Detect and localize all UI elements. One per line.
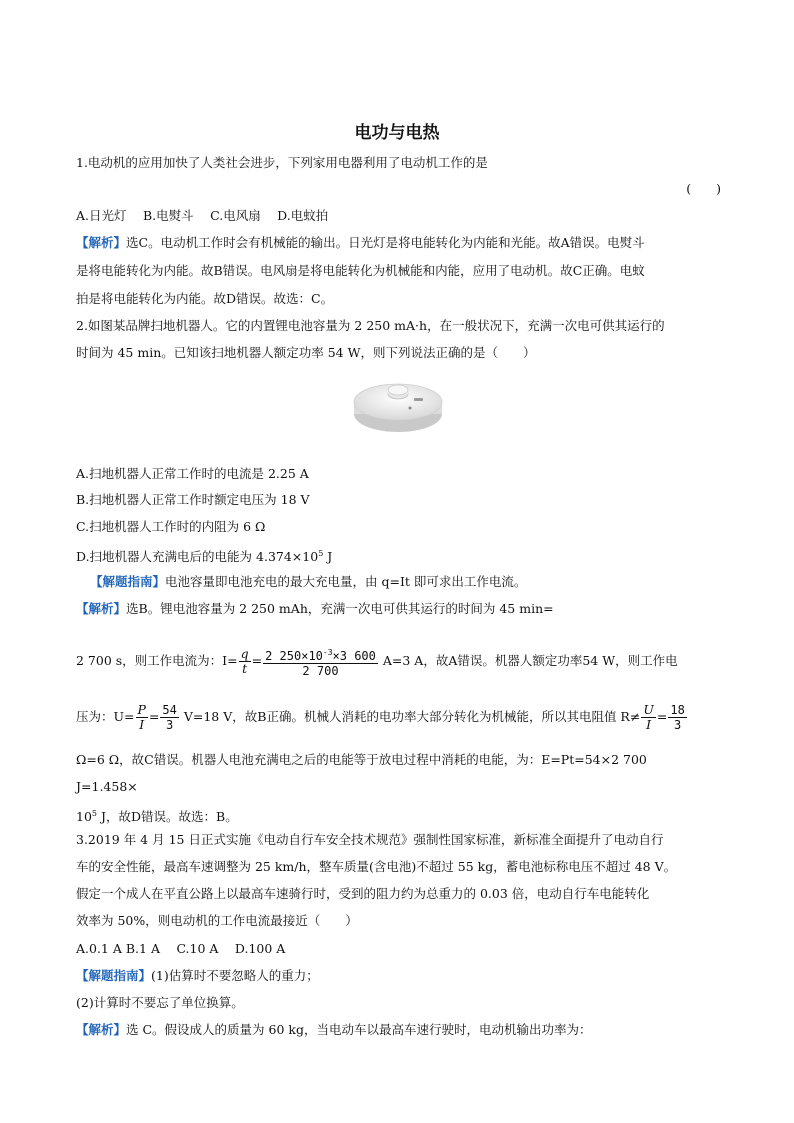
q2-analysis-line-7 [76, 806, 721, 825]
q2-line7-text: J，故D错误。故选：B。 [97, 809, 238, 825]
fraction-numerator: P [137, 702, 146, 717]
q2-guide-text: 电池容量即电池充电的最大充电量，由 q=It 即可求出工作电流。 [165, 574, 527, 589]
q2-analysis-line-1 [76, 601, 721, 617]
fraction-capacity-over-time [263, 646, 378, 678]
page-title: 电功与电热 [354, 123, 440, 143]
fraction-denominator: 3 [166, 718, 174, 732]
fraction-18-over-3 [668, 703, 686, 732]
q3-stem-line-2: 车的安全性能，最高车速调整为 25 km/h，整车质量(含电池)不超过 55 kg，蓄电池标称电压不超过 48 V。 [76, 859, 677, 874]
analysis-tag: 【解析】 [76, 1022, 127, 1037]
q1-options: A.日光灯 B.电熨斗 C.电风扇 D.电蚊拍 [76, 208, 329, 223]
fraction-numerator: U [643, 702, 654, 717]
q3-options: A.0.1 A B.1 A C.10 A D.100 A [76, 941, 286, 956]
fraction-q-over-t [239, 647, 251, 676]
q1-stem: 1.电动机的应用加快了人类社会进步，下列家用电器利用了电动机工作的是 [76, 155, 488, 170]
q3-guide-line-1 [76, 968, 721, 984]
q2-analysis-text: 选B。锂电池容量为 2 250 mAh，充满一次电可供其运行的时间为 45 min= [126, 601, 554, 616]
fraction-denominator: I [646, 717, 652, 732]
equals-sign: = [656, 709, 668, 724]
q2-voltage-middle: V=18 V，故B正确。机械人消耗的电功率大部分转化为机械能，所以其电阻值 R≠ [179, 709, 641, 724]
q2-analysis-current-line [76, 645, 721, 678]
q3-guide-line-2: (2)计算时不要忘了单位换算。 [76, 995, 244, 1010]
fraction-numerator [263, 646, 378, 664]
q2-analysis-line-5: Ω=6 Ω，故C错误。机器人电池充满电之后的电能等于放电过程中消耗的电能，为：E=Pt=54×2 700 [76, 752, 647, 767]
q2-current-suffix: A=3 A，故A错误。机器人额定功率54 W，则工作电 [378, 653, 678, 668]
q1-answer-bracket: ( ) [686, 181, 721, 196]
q2-voltage-prefix: 压为：U= [76, 709, 135, 724]
robot-vacuum-image [352, 368, 444, 438]
q3-stem-line-3: 假定一个成人在平直公路上以最高车速骑行时，受到的阻力约为总重力的 0.03 倍，电动自行车电能转化 [76, 886, 650, 901]
q2-line7-exponent: 5 [91, 809, 97, 818]
q1-analysis-line-2: 是将电能转化为内能。故B错误。电风扇是将电能转化为机械能和内能，应用了电动机。故C正确。电蚊 [76, 263, 645, 278]
q3-guide-text-1: (1)估算时不要忽略人的重力； [151, 968, 319, 983]
q2-option-c: C.扫地机器人工作时的内阻为 6 Ω [76, 519, 266, 534]
q1-analysis-line-3: 拍是将电能转化为内能。故D错误。故选：C。 [76, 291, 334, 306]
q2-stem-line-2: 时间为 45 min。已知该扫地机器人额定功率 54 W，则下列说法正确的是（ ） [76, 345, 536, 360]
guide-tag: 【解题指南】 [76, 968, 152, 983]
fraction-numerator-exponent: -3 [322, 647, 333, 657]
fraction-u-over-i [641, 703, 656, 732]
fraction-numerator-tail: ×3 600 [332, 648, 376, 663]
fraction-54-over-3 [160, 703, 178, 732]
q2-stem-line-1: 2.如图某品牌扫地机器人。它的内置锂电池容量为 2 250 mA·h，在一般状况下，充满一次电可供其运行的 [76, 318, 665, 333]
q2-guide [90, 574, 735, 590]
fraction-p-over-i [136, 703, 148, 732]
q1-analysis-line-1 [76, 235, 721, 251]
q2-analysis-voltage-line [76, 701, 721, 733]
q3-analysis-text: 选 C。假设成人的质量为 60 kg，当电动车以最高车速行驶时，电动机输出功率为： [126, 1022, 592, 1037]
fraction-denominator: 3 [673, 718, 682, 732]
q1-analysis-text: 选C。电动机工作时会有机械能的输出。日光灯是将电能转化为内能和光能。故A错误。电熨斗 [126, 235, 645, 250]
equals-sign: = [251, 653, 263, 668]
q2-option-d [76, 546, 721, 565]
fraction-numerator: q [240, 646, 249, 661]
q3-analysis-line-1 [76, 1022, 721, 1038]
q2-analysis-line-6: J=1.458× [76, 779, 138, 794]
fraction-denominator: 2 700 [302, 663, 339, 678]
equals-sign: = [148, 709, 160, 724]
q2-option-d-unit: J [323, 549, 333, 565]
q2-option-a: A.扫地机器人正常工作时的电流是 2.25 A [76, 466, 309, 481]
fraction-numerator: 18 [670, 703, 685, 717]
analysis-tag: 【解析】 [76, 235, 127, 250]
fraction-denominator: t [242, 661, 248, 676]
analysis-tag: 【解析】 [76, 601, 127, 616]
q2-option-d-exponent: 5 [318, 549, 324, 558]
q2-current-prefix: 2 700 s，则工作电流为：I= [76, 653, 238, 668]
q3-stem-line-4: 效率为 50%，则电动机的工作电流最接近（ ） [76, 913, 358, 928]
q2-line7-base: 10 [76, 809, 92, 825]
guide-tag: 【解题指南】 [90, 574, 166, 589]
fraction-denominator: I [139, 717, 145, 732]
fraction-numerator-base: 2 250×10 [265, 648, 323, 663]
q2-option-b: B.扫地机器人正常工作时额定电压为 18 V [76, 492, 310, 507]
q2-option-d-text: D.扫地机器人充满电后的电能为 4.374×10 [76, 549, 319, 565]
fraction-numerator: 54 [162, 703, 177, 717]
q3-stem-line-1: 3.2019 年 4 月 15 日正式实施《电动自行车安全技术规范》强制性国家标准，新标准全面提升了电动自行 [76, 832, 664, 847]
